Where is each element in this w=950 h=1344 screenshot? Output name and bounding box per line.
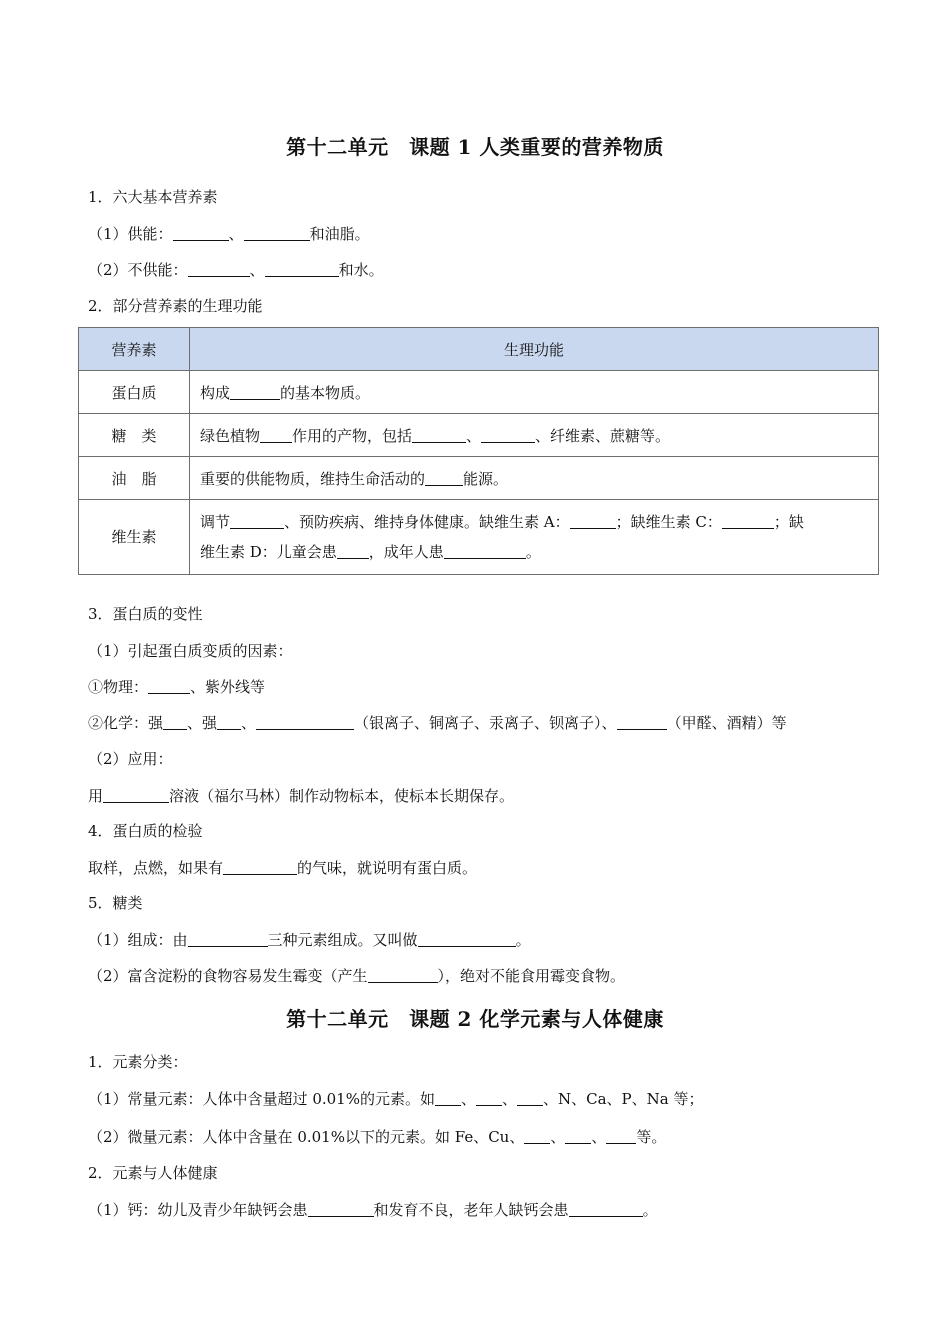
- line-no-energy: （2）不供能： 、 和水。: [88, 261, 384, 279]
- blank[interactable]: [524, 1127, 550, 1144]
- cell-protein: 蛋白质: [79, 371, 190, 414]
- blank[interactable]: [435, 1089, 461, 1106]
- blank[interactable]: [188, 930, 268, 947]
- heading-sugars: 5．糖类: [88, 894, 143, 912]
- blank[interactable]: [517, 1089, 543, 1106]
- blank[interactable]: [606, 1127, 636, 1144]
- blank[interactable]: [244, 224, 310, 241]
- blank[interactable]: [217, 713, 241, 730]
- header-function: 生理功能: [190, 328, 879, 371]
- blank[interactable]: [188, 260, 250, 277]
- line-macro-elements: （1）常量元素：人体中含量超过 0.01%的元素。如 、 、 、N、Ca、P、Na 等；: [88, 1090, 704, 1108]
- line-calcium: （1）钙：幼儿及青少年缺钙会患 和发育不良，老年人缺钙会患 。: [88, 1201, 658, 1219]
- blank[interactable]: [148, 677, 190, 694]
- line-chemical: ②化学：强 、强 、 （银离子、铜离子、汞离子、钡离子）、 （甲醛、酒精）等: [88, 714, 787, 732]
- cell-sugar: 糖 类: [79, 414, 190, 457]
- heading-protein-test: 4．蛋白质的检验: [88, 822, 203, 840]
- blank[interactable]: [722, 512, 774, 529]
- table-row: [79, 457, 879, 500]
- blank[interactable]: [256, 713, 354, 730]
- blank[interactable]: [569, 1200, 643, 1217]
- blank[interactable]: [444, 542, 526, 559]
- line-physical: ①物理： 、紫外线等: [88, 678, 266, 696]
- cell-sugar-function: 绿色植物 作用的产物，包括 、 、纤维素、蔗糖等。: [190, 414, 879, 457]
- cell-fat: 油 脂: [79, 457, 190, 500]
- blank[interactable]: [103, 786, 169, 803]
- blank[interactable]: [412, 426, 466, 443]
- heading-element-classification: 1．元素分类：: [88, 1053, 188, 1071]
- blank[interactable]: [230, 512, 284, 529]
- blank[interactable]: [481, 426, 535, 443]
- section1-title: 第十二单元 课题 1 人类重要的营养物质: [286, 135, 664, 159]
- line-sugar-composition: （1）组成：由 三种元素组成。又叫做 。: [88, 931, 531, 949]
- cell-fat-function: 重要的供能物质，维持生命活动的 能源。: [190, 457, 879, 500]
- cell-vitamin-function: 调节 、预防疾病、维持身体健康。缺维生素 A： ；缺维生素 C： ；缺 维生素 D：儿童会患 ，成年人患 。: [190, 500, 879, 575]
- table-row: [79, 414, 879, 457]
- blank[interactable]: [230, 383, 280, 400]
- line-factors: （1）引起蛋白质变质的因素：: [88, 642, 293, 660]
- line-mildew: （2）富含淀粉的食物容易发生霉变（产生 ），绝对不能食用霉变食物。: [88, 967, 626, 985]
- blank[interactable]: [173, 224, 229, 241]
- blank[interactable]: [418, 930, 516, 947]
- heading-denaturation: 3．蛋白质的变性: [88, 605, 203, 623]
- line-protein-test: 取样，点燃，如果有 的气味，就说明有蛋白质。: [88, 859, 478, 877]
- blank[interactable]: [476, 1089, 502, 1106]
- cell-vitamin: 维生素: [79, 500, 190, 575]
- line-trace-elements: （2）微量元素：人体中含量在 0.01%以下的元素。如 Fe、Cu、 、 、 等。: [88, 1128, 667, 1146]
- blank[interactable]: [265, 260, 339, 277]
- table-row: [79, 371, 879, 414]
- blank[interactable]: [223, 858, 297, 875]
- blank[interactable]: [260, 426, 292, 443]
- nutrient-function-table: [78, 327, 879, 575]
- blank[interactable]: [308, 1200, 374, 1217]
- blank[interactable]: [337, 542, 369, 559]
- heading-functions: 2．部分营养素的生理功能: [88, 297, 263, 315]
- line-formalin: 用 溶液（福尔马林）制作动物标本，使标本长期保存。: [88, 787, 515, 805]
- heading-element-health: 2．元素与人体健康: [88, 1164, 218, 1182]
- header-nutrient: 营养素: [79, 328, 190, 371]
- blank[interactable]: [570, 512, 616, 529]
- blank[interactable]: [565, 1127, 591, 1144]
- blank[interactable]: [425, 469, 463, 486]
- blank[interactable]: [163, 713, 187, 730]
- blank[interactable]: [368, 966, 438, 983]
- table-row: [79, 500, 879, 575]
- section2-title: 第十二单元 课题 2 化学元素与人体健康: [286, 1007, 664, 1031]
- table-header-row: [79, 328, 879, 371]
- line-energy-supply: （1）供能： 、 和油脂。: [88, 225, 370, 243]
- blank[interactable]: [617, 713, 667, 730]
- cell-protein-function: 构成 的基本物质。: [190, 371, 879, 414]
- heading-nutrients: 1．六大基本营养素: [88, 188, 218, 206]
- line-application: （2）应用：: [88, 750, 173, 768]
